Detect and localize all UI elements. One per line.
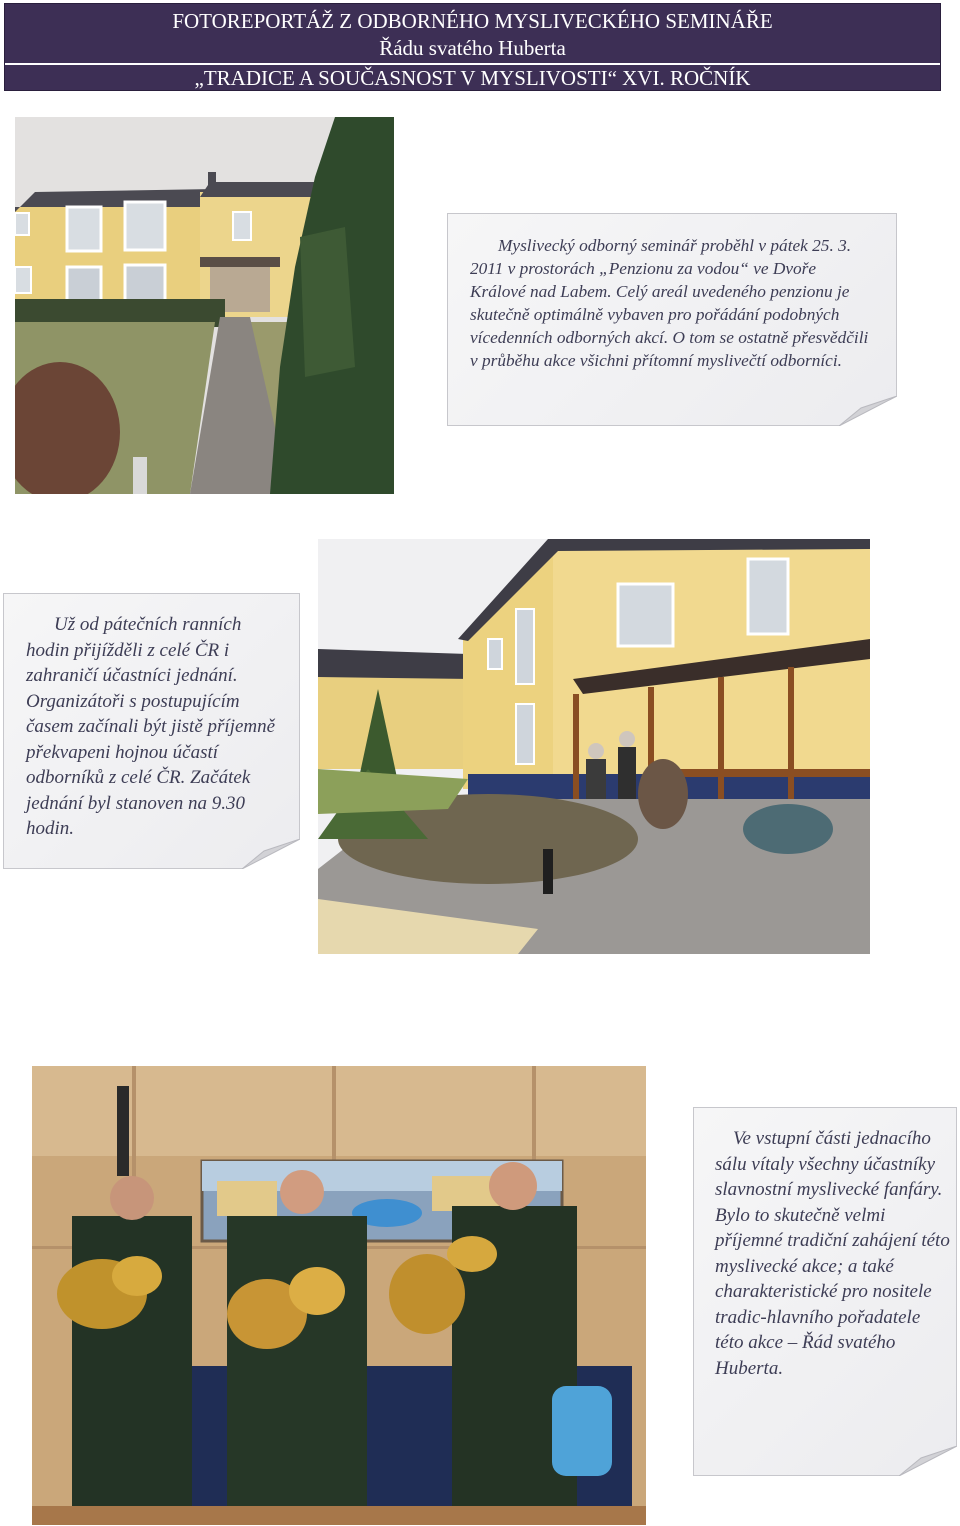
page-curl-icon: [899, 1446, 957, 1476]
photo-horn-fanfare: [32, 1066, 646, 1525]
note-arrivals-text: Už od pátečních ranních hodin přijížděli z celé ČR i zahraničí účastníci jednání. Organizátoři s postupujícím časem začínali být jistě příjemně překvapeni hojnou účastí odborníků z celé ČR. Začátek jednání byl stanoven na 9.30 hodin.: [26, 614, 276, 839]
note-seminar-info: [447, 213, 897, 426]
header-event-title: „TRADICE A SOUČASNOST V MYSLIVOSTI“ XVI. ROČNÍK: [194, 66, 751, 90]
note-arrivals: [3, 593, 300, 869]
note-seminar-text: Myslivecký odborný seminář proběhl v pátek 25. 3. 2011 v prostorách „Penzionu za vodou“ ve Dvoře Králové nad Labem. Celý areál uvedeného penzionu je skutečně optimálně vybaven pro pořádání podobných vícedenních odborných akcí. O tom se ostatně přesvědčili v průběhu akce všichni přítomní myslivečtí odborníci.: [470, 236, 869, 370]
photo-pension-exterior: [15, 117, 394, 494]
page-curl-icon: [242, 839, 300, 869]
note-fanfare-text: Ve vstupní části jednacího sálu vítaly všechny účastníky slavnostní myslivecké fanfáry. Bylo to skutečně velmi příjemné tradiční zahájení této myslivecké akce; a také charakteristické pro nositele tradic-hlavního pořadatele této akce – Řád svatého Huberta.: [715, 1128, 950, 1379]
note-fanfare: [693, 1107, 957, 1476]
header-subtitle: Řádu svatého Huberta: [379, 36, 566, 60]
photo-courtyard-arrivals: [318, 539, 870, 954]
header-title: FOTOREPORTÁŽ Z ODBORNÉHO MYSLIVECKÉHO SEMINÁŘE: [172, 9, 773, 33]
page-header: [4, 3, 941, 91]
page-curl-icon: [839, 396, 897, 426]
